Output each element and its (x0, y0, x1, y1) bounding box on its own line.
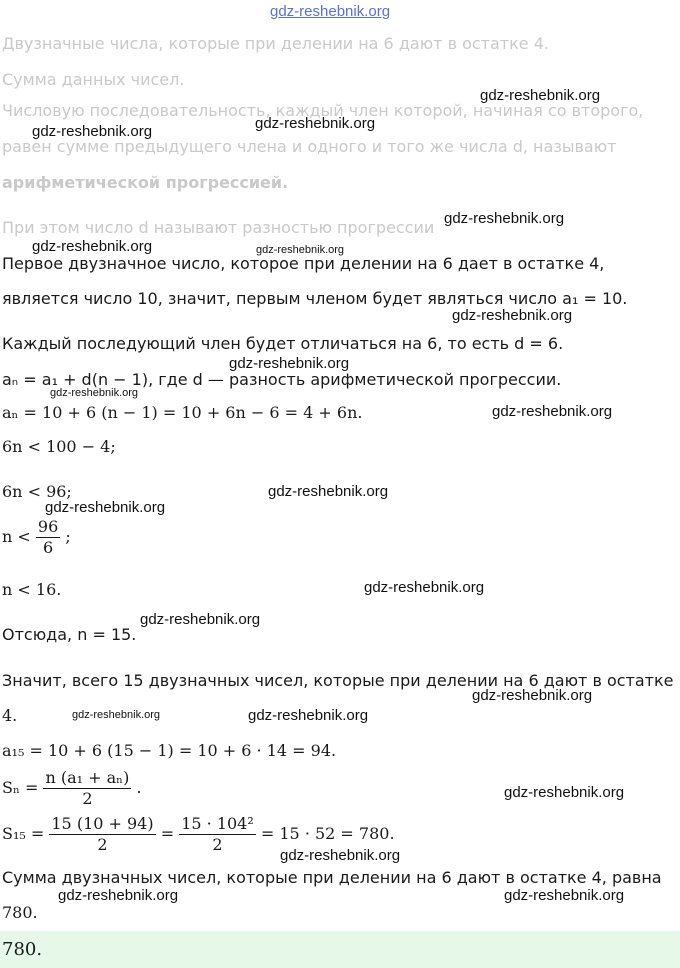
sum-formula-left: Sₙ = (2, 778, 39, 797)
inequality-line: n < 16. (2, 580, 62, 599)
formula-line: aₙ = 10 + 6 (n − 1) = 10 + 6n − 6 = 4 + 6n. (2, 403, 363, 422)
formula-line: a₁₅ = 10 + 6 (15 − 1) = 10 + 6 · 14 = 94. (2, 741, 337, 760)
fraction-denominator: 6 (42, 538, 54, 557)
watermark: gdz-reshebnik.org (229, 355, 350, 372)
solution-line: Значит, всего 15 двузначных чисел, которые при делении на 6 дают в остатке (2, 671, 674, 690)
watermark: gdz-reshebnik.org (452, 307, 573, 324)
watermark: gdz-reshebnik.org (140, 611, 261, 628)
conclusion-line: Сумма двузначных чисел, которые при делении на 6 дают в остатке 4, равна (2, 868, 662, 887)
watermark: gdz-reshebnik.org (248, 707, 369, 724)
watermark: gdz-reshebnik.org (480, 87, 601, 104)
inequality-line: 6n < 96; (2, 482, 72, 501)
definition-line: При этом число d называют разностью прогрессии (2, 218, 435, 237)
condition-line: Сумма данных чисел. (2, 70, 185, 89)
watermark: gdz-reshebnik.org (280, 847, 401, 864)
inequality-line: 6n < 100 − 4; (2, 437, 116, 456)
answer-box (0, 931, 680, 968)
fraction (43, 768, 131, 809)
fraction (49, 814, 155, 855)
answer-value: 780. (2, 939, 43, 960)
watermark: gdz-reshebnik.org (58, 887, 179, 904)
fraction (179, 814, 256, 855)
fraction-denominator: 2 (97, 835, 108, 854)
definition-line: Числовую последовательность, каждый член которой, начиная со второго, (2, 101, 644, 120)
solution-line: является число 10, значит, первым членом будет являться число a₁ = 10. (2, 289, 628, 308)
fraction-left: n < (2, 527, 31, 546)
watermark: gdz-reshebnik.org (255, 115, 376, 132)
equals-sign: = (160, 824, 175, 843)
watermark-top[interactable]: gdz-reshebnik.org (270, 3, 391, 20)
watermark: gdz-reshebnik.org (45, 499, 166, 516)
fraction-denominator: 2 (212, 835, 223, 854)
condition-line: Двузначные числа, которые при делении на 6 дают в остатке 4. (2, 34, 549, 53)
watermark: gdz-reshebnik.org (32, 238, 153, 255)
watermark: gdz-reshebnik.org (364, 579, 485, 596)
definition-line: равен сумме предыдущего члена и одного и того же числа d, называют (2, 137, 617, 156)
watermark: gdz-reshebnik.org (268, 483, 389, 500)
sum-formula-right: . (136, 778, 142, 797)
watermark: gdz-reshebnik.org (444, 210, 565, 227)
fraction-numerator: 15 · 104² (181, 814, 254, 833)
solution-line: Каждый последующий член будет отличаться на 6, то есть d = 6. (2, 334, 564, 353)
formula-line: aₙ = a₁ + d(n − 1), где d — разность арифметической прогрессии. (2, 370, 562, 389)
fraction-denominator: 2 (82, 789, 93, 808)
solution-line: Отсюда, n = 15. (2, 625, 137, 644)
sum-calc-right: = 15 · 52 = 780. (260, 824, 395, 843)
sum-formula (2, 768, 142, 809)
solution-line: Первое двузначное число, которое при делении на 6 дает в остатке 4, (2, 254, 605, 273)
sum-calc-left: S₁₅ = (2, 824, 45, 843)
watermark: gdz-reshebnik.org (50, 387, 139, 399)
watermark: gdz-reshebnik.org (472, 687, 593, 704)
watermark: gdz-reshebnik.org (72, 709, 161, 721)
definition-term: арифметической прогрессией. (2, 173, 289, 192)
fraction-numerator: n (a₁ + aₙ) (45, 768, 130, 787)
watermark: gdz-reshebnik.org (32, 123, 153, 140)
fraction-numerator: 96 (37, 517, 59, 536)
watermark: gdz-reshebnik.org (492, 403, 613, 420)
conclusion-line: 780. (2, 903, 38, 922)
watermark: gdz-reshebnik.org (256, 244, 345, 256)
watermark: gdz-reshebnik.org (504, 887, 625, 904)
fraction-numerator: 15 (10 + 94) (51, 814, 154, 833)
watermark: gdz-reshebnik.org (504, 784, 625, 801)
fraction-right: ; (65, 527, 71, 546)
fraction-inequality (2, 517, 71, 558)
fraction (36, 517, 60, 558)
solution-line: 4. (2, 706, 18, 725)
